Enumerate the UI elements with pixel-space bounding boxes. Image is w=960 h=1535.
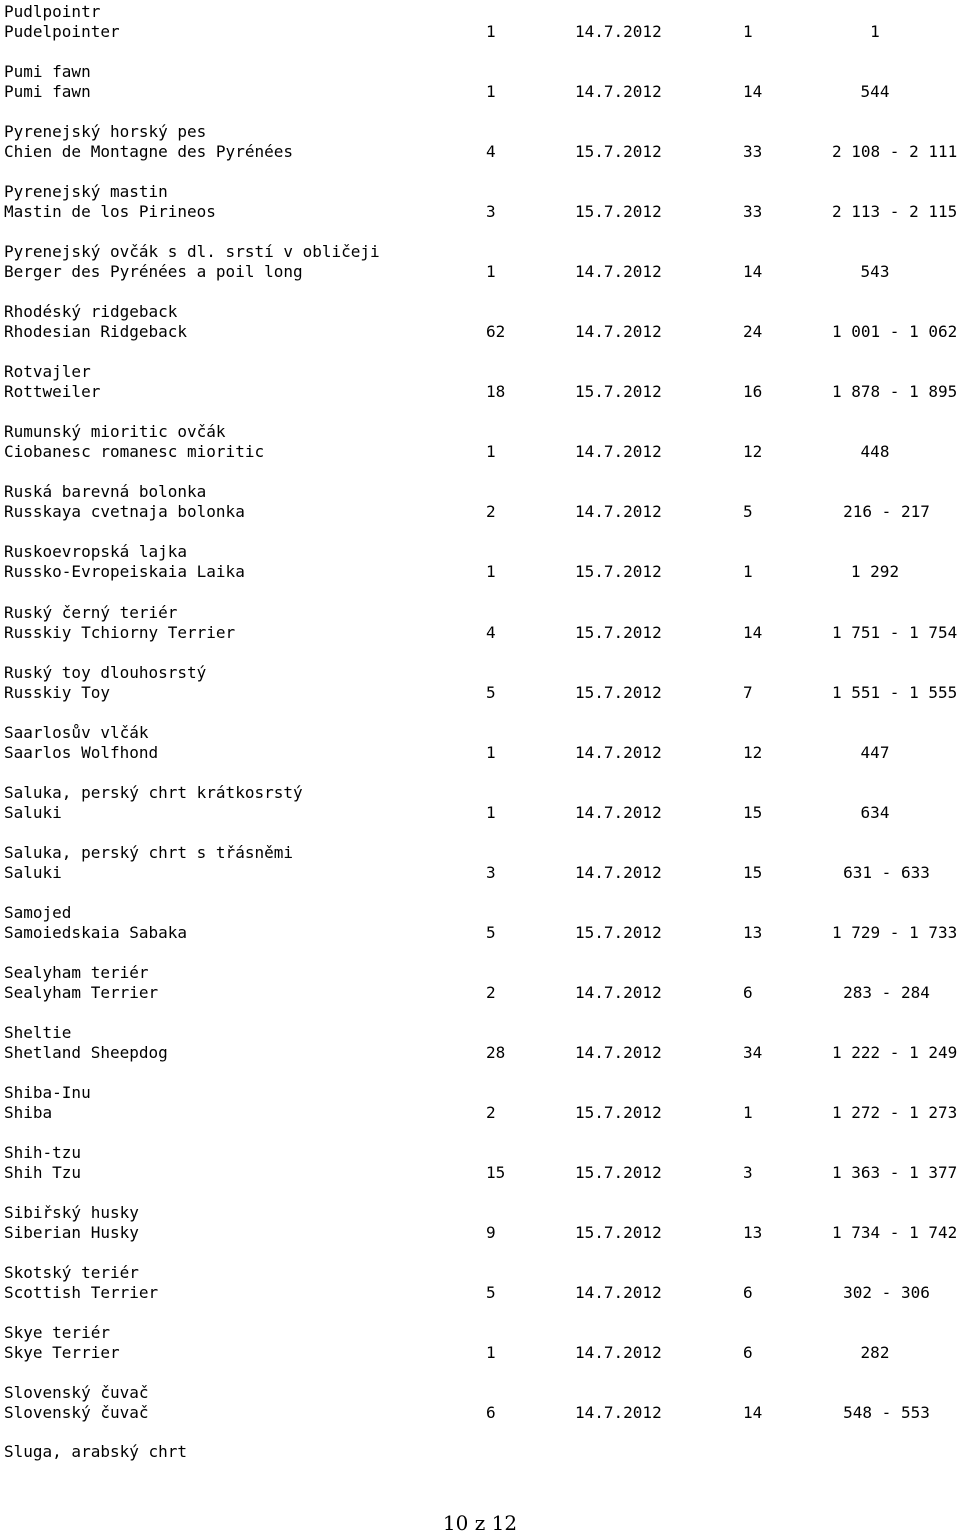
ring-number: 13 [743,922,763,942]
breed-original-name: Pumi fawn [4,82,91,102]
breed-czech-name: Saluka, perský chrt s třásněmi [4,842,293,862]
breed-original-name: Shetland Sheepdog [4,1042,168,1062]
catalog-numbers: 548 - 553 [843,1403,930,1423]
entry-count: 9 [486,1223,496,1242]
breed-entry [0,362,960,406]
entry-count: 1 [486,562,496,582]
judging-date: 14.7.2012 [575,1283,662,1303]
judging-date: 15.7.2012 [575,682,662,702]
judging-date: 14.7.2012 [575,502,662,522]
breed-entry [0,242,960,286]
entry-count: 3 [486,202,496,222]
breed-original-name: Skye Terrier [4,1343,120,1363]
breed-czech-name: Pyrenejský horský pes [4,122,207,142]
catalog-numbers: 1 [870,22,880,41]
ring-number: 15 [743,802,763,822]
catalog-numbers: 283 - 284 [843,982,930,1002]
breed-czech-name: Ruský černý teriér [4,602,178,622]
entry-count: 1 [486,262,496,282]
breed-czech-name: Shiba-Inu [4,1082,91,1102]
judging-date: 14.7.2012 [575,82,662,102]
breed-original-name: Rottweiler [4,382,101,402]
breed-czech-name: Skye teriér [4,1323,110,1343]
breed-original-name: Pudelpointer [4,22,120,41]
breed-czech-name: Pudlpointr [4,2,101,21]
entry-count: 2 [486,1102,496,1122]
page-number: 10 z 12 [442,1511,518,1535]
breed-entry [0,783,960,827]
entry-count: 28 [486,1042,506,1062]
catalog-numbers: 1 272 - 1 273 [832,1102,958,1122]
entry-count: 1 [486,22,496,41]
breed-czech-name: Pyrenejský ovčák s dl. srstí v obličeji [4,242,380,262]
breed-original-name: Siberian Husky [4,1223,139,1242]
breed-czech-name: Sibiřský husky [4,1203,139,1222]
entry-count: 1 [486,82,496,102]
ring-number: 12 [743,442,763,462]
breed-original-name: Russkiy Tchiorny Terrier [4,622,236,642]
entry-count: 2 [486,982,496,1002]
breed-czech-name: Pumi fawn [4,62,91,82]
entry-count: 4 [486,142,496,162]
breed-original-name: Chien de Montagne des Pyrénées [4,142,293,162]
breed-original-name: Shiba [4,1102,53,1122]
breed-entry [0,1323,960,1367]
breed-czech-name: Rumunský mioritic ovčák [4,422,226,442]
breed-entry [0,1143,960,1187]
catalog-numbers: 1 751 - 1 754 [832,622,958,642]
ring-number: 14 [743,262,763,282]
breed-entry [0,482,960,526]
breed-entry [0,663,960,707]
ring-number: 33 [743,142,763,162]
breed-original-name: Scottish Terrier [4,1283,159,1303]
ring-number: 6 [743,982,753,1002]
ring-number: 24 [743,322,763,342]
breed-original-name: Shih Tzu [4,1162,82,1182]
breed-original-name: Saarlos Wolfhond [4,742,159,762]
catalog-numbers: 1 363 - 1 377 [832,1162,958,1182]
judging-date: 14.7.2012 [575,742,662,762]
breed-entry [0,1263,960,1307]
breed-czech-name: Ruskoevropská lajka [4,542,188,562]
judging-date: 14.7.2012 [575,1042,662,1062]
breed-czech-name: Pyrenejský mastin [4,182,168,202]
judging-date: 15.7.2012 [575,142,662,162]
ring-number: 3 [743,1162,753,1182]
judging-date: 14.7.2012 [575,862,662,882]
ring-number: 1 [743,1102,753,1122]
catalog-numbers: 543 [860,262,890,282]
judging-date: 15.7.2012 [575,1162,662,1182]
breed-original-name: Samoiedskaia Sabaka [4,922,188,942]
judging-date: 15.7.2012 [575,202,662,222]
breed-original-name: Ciobanesc romanesc mioritic [4,442,265,462]
ring-number: 5 [743,502,753,522]
breed-czech-name: Slovenský čuvač [4,1383,149,1403]
ring-number: 13 [743,1223,763,1242]
breed-czech-name: Skotský teriér [4,1263,139,1283]
judging-date: 14.7.2012 [575,982,662,1002]
breed-czech-name: Sheltie [4,1022,72,1042]
breed-entry [0,843,960,887]
breed-czech-name: Shih-tzu [4,1142,82,1162]
breed-entry [0,302,960,346]
entry-count: 1 [486,742,496,762]
breed-entry [0,723,960,767]
ring-number: 34 [743,1042,763,1062]
breed-czech-name: Rhodéský ridgeback [4,302,178,322]
breed-entry [0,122,960,166]
catalog-numbers: 544 [860,82,890,102]
ring-number: 16 [743,382,763,402]
catalog-numbers: 634 [860,802,890,822]
ring-number: 6 [743,1283,753,1303]
breed-entry [0,542,960,586]
judging-date: 14.7.2012 [575,1403,662,1423]
breed-entry [0,603,960,647]
breed-original-name: Russkiy Toy [4,682,110,702]
catalog-numbers: 1 222 - 1 249 [832,1042,958,1062]
catalog-numbers: 1 734 - 1 742 [832,1223,958,1242]
ring-number: 6 [743,1343,753,1363]
entry-count: 1 [486,1343,496,1363]
entry-count: 2 [486,502,496,522]
breed-czech-name: Sluga, arabský chrt [4,1442,188,1461]
judging-date: 15.7.2012 [575,562,662,582]
breed-entry [0,1083,960,1127]
catalog-numbers: 1 878 - 1 895 [832,382,958,402]
breed-original-name: Sealyham Terrier [4,982,159,1002]
catalog-numbers: 2 108 - 2 111 [832,142,958,162]
breed-entry [0,1023,960,1067]
entry-count: 3 [486,862,496,882]
breed-czech-name: Rotvajler [4,362,91,382]
ring-number: 12 [743,742,763,762]
entry-count: 5 [486,682,496,702]
ring-number: 33 [743,202,763,222]
breed-original-name: Berger des Pyrénées a poil long [4,262,303,282]
ring-number: 7 [743,682,753,702]
entry-count: 4 [486,622,496,642]
breed-entry [0,903,960,947]
judging-date: 14.7.2012 [575,1343,662,1363]
ring-number: 14 [743,82,763,102]
ring-number: 14 [743,622,763,642]
breed-entry [0,963,960,1007]
breed-czech-name: Ruská barevná bolonka [4,482,207,502]
breed-entry [0,2,960,46]
judging-date: 14.7.2012 [575,442,662,462]
breed-czech-name: Saluka, perský chrt krátkosrstý [4,782,303,802]
ring-number: 1 [743,562,753,582]
catalog-numbers: 447 [860,742,890,762]
entry-count: 18 [486,382,506,402]
ring-number: 1 [743,22,753,41]
breed-entry [0,182,960,226]
entry-count: 15 [486,1162,506,1182]
judging-date: 15.7.2012 [575,622,662,642]
breed-original-name: Rhodesian Ridgeback [4,322,188,342]
catalog-numbers: 1 551 - 1 555 [832,682,958,702]
judging-date: 15.7.2012 [575,922,662,942]
breed-entry [0,1203,960,1247]
judging-date: 14.7.2012 [575,262,662,282]
judging-date: 15.7.2012 [575,382,662,402]
breed-czech-name: Ruský toy dlouhosrstý [4,662,207,682]
breed-original-name: Russkaya cvetnaja bolonka [4,502,245,522]
breed-original-name: Saluki [4,802,62,822]
catalog-numbers: 631 - 633 [843,862,930,882]
entry-count: 5 [486,922,496,942]
breed-entry [0,62,960,106]
judging-date: 14.7.2012 [575,802,662,822]
breed-entry [0,1383,960,1427]
breed-entry [0,422,960,466]
breed-czech-name: Sealyham teriér [4,962,149,982]
entry-count: 6 [486,1403,496,1423]
catalog-numbers: 1 001 - 1 062 [832,322,958,342]
breed-original-name: Mastin de los Pirineos [4,202,216,222]
catalog-numbers: 1 292 [850,562,900,582]
catalog-numbers: 216 - 217 [843,502,930,522]
entry-count: 62 [486,322,506,342]
entry-count: 1 [486,442,496,462]
catalog-numbers: 448 [860,442,890,462]
entry-count: 1 [486,802,496,822]
breed-original-name: Saluki [4,862,62,882]
entry-count: 5 [486,1283,496,1303]
judging-date: 15.7.2012 [575,1102,662,1122]
judging-date: 15.7.2012 [575,1223,662,1242]
ring-number: 15 [743,862,763,882]
ring-number: 14 [743,1403,763,1423]
breed-czech-name: Samojed [4,902,72,922]
catalog-numbers: 302 - 306 [843,1283,930,1303]
judging-date: 14.7.2012 [575,322,662,342]
breed-original-name: Russko-Evropeiskaia Laika [4,562,245,582]
breed-original-name: Slovenský čuvač [4,1403,149,1423]
catalog-numbers: 282 [860,1343,890,1363]
judging-date: 14.7.2012 [575,22,662,41]
catalog-numbers: 2 113 - 2 115 [832,202,958,222]
catalog-numbers: 1 729 - 1 733 [832,922,958,942]
breed-czech-name: Saarlosův vlčák [4,722,149,742]
